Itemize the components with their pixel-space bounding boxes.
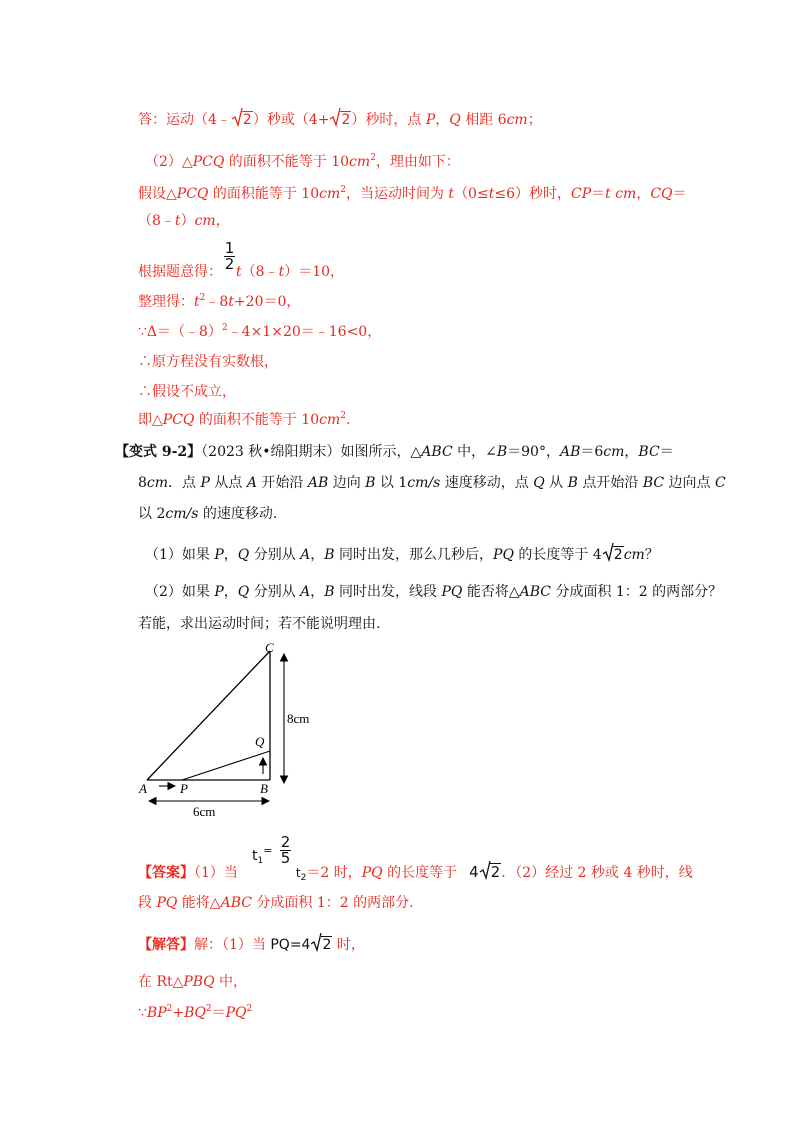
assume-line-1: 假设△PCQ 的面积能等于 $10cm^2$，当运动时间为 t（0≤t≤6）秒时，CP＝t cm，CQ＝	[138, 185, 687, 202]
label-c: C	[265, 640, 274, 655]
conclusion-1: ∴原方程没有实数根，	[138, 354, 278, 370]
answer-t1-fraction: $t_1^=$	[252, 844, 273, 866]
side-ac	[147, 651, 270, 780]
equation-setup: 根据题意得： t（8﹣t）＝10，	[138, 264, 345, 280]
solution-line-3: $\because BP^2+BQ^2=PQ^2$	[138, 1004, 253, 1021]
variant-line-3: 以 2cm/s 的速度移动.	[138, 506, 278, 522]
conclusion-2: ∴假设不成立，	[138, 384, 236, 400]
variant-line-1: 【变式 9-2】（2023 秋•绵阳期末）如图所示，△ABC 中，∠B＝90°，AB＝6cm，BC＝	[115, 444, 674, 460]
label-6cm: 6cm	[193, 804, 216, 819]
text: 答：运动（4﹣	[138, 112, 231, 128]
fraction-one-half: 1 2	[224, 239, 235, 273]
sqrt-2-q1: 2	[602, 545, 624, 565]
variant-line-2: 8cm．点 P 从点 A 开始沿 AB 边向 B 以 1cm/s 速度移动，点 Q 从 B 点开始沿 BC 边向点 C	[138, 475, 726, 491]
answer-line-a: 【答案】（1）当 $t_2=2$ 时，PQ 的长度等于 4 2．（2）经过 2 秒或 4 秒时，线	[138, 863, 693, 883]
conclusion-3: 即△PCQ 的面积不能等于 $10cm^2$.	[138, 411, 351, 428]
sqrt-2-answer: 2	[479, 863, 502, 883]
fraction-two-fifths: 2 5	[280, 833, 291, 867]
label-p: P	[180, 781, 188, 796]
solution-line-2: 在 Rt△PBQ 中，	[138, 974, 248, 990]
sqrt-2-a: 2	[231, 110, 253, 130]
label-q: Q	[255, 734, 265, 749]
triangle-figure	[135, 638, 335, 823]
assume-line-2: （8﹣t）cm，	[138, 213, 230, 229]
question-2: （2）如果 P，Q 分别从 A，B 同时出发，线段 PQ 能否将△ABC 分成面积 1：2 的两部分？	[145, 584, 723, 600]
answer-line-b: 段 PQ 能将△ABC 分成面积 1：2 的两部分.	[138, 895, 414, 911]
part2-title: （2）△PCQ 的面积不能等于 $10cm^2$，理由如下：	[145, 153, 460, 170]
question-1: （1）如果 P，Q 分别从 A，B 同时出发，那么几秒后，PQ 的长度等于 4 2cm？	[145, 545, 659, 565]
discriminant: ∵Δ＝（﹣8）$^2$﹣4×1×20＝﹣16<0，	[138, 323, 382, 340]
label-b: B	[260, 781, 268, 796]
label-a: A	[139, 781, 147, 796]
solution-line-1: 【解答】解：（1）当 PQ=4 2 时，	[138, 935, 365, 955]
segment-pq	[182, 751, 270, 780]
question-2-cont: 若能，求出运动时间；若不能说明理由.	[138, 616, 381, 632]
sqrt-2-solution: 2	[310, 935, 332, 955]
sqrt-2-b: 2	[329, 110, 351, 130]
equation-simplified: 整理得：$t^2﹣8t+20=0$，	[138, 293, 301, 310]
answer-line-1: 答：运动（4﹣ 2）秒或（4+ 2）秒时，点 P，Q 相距 6cm；	[138, 110, 542, 130]
label-8cm: 8cm	[287, 711, 310, 726]
